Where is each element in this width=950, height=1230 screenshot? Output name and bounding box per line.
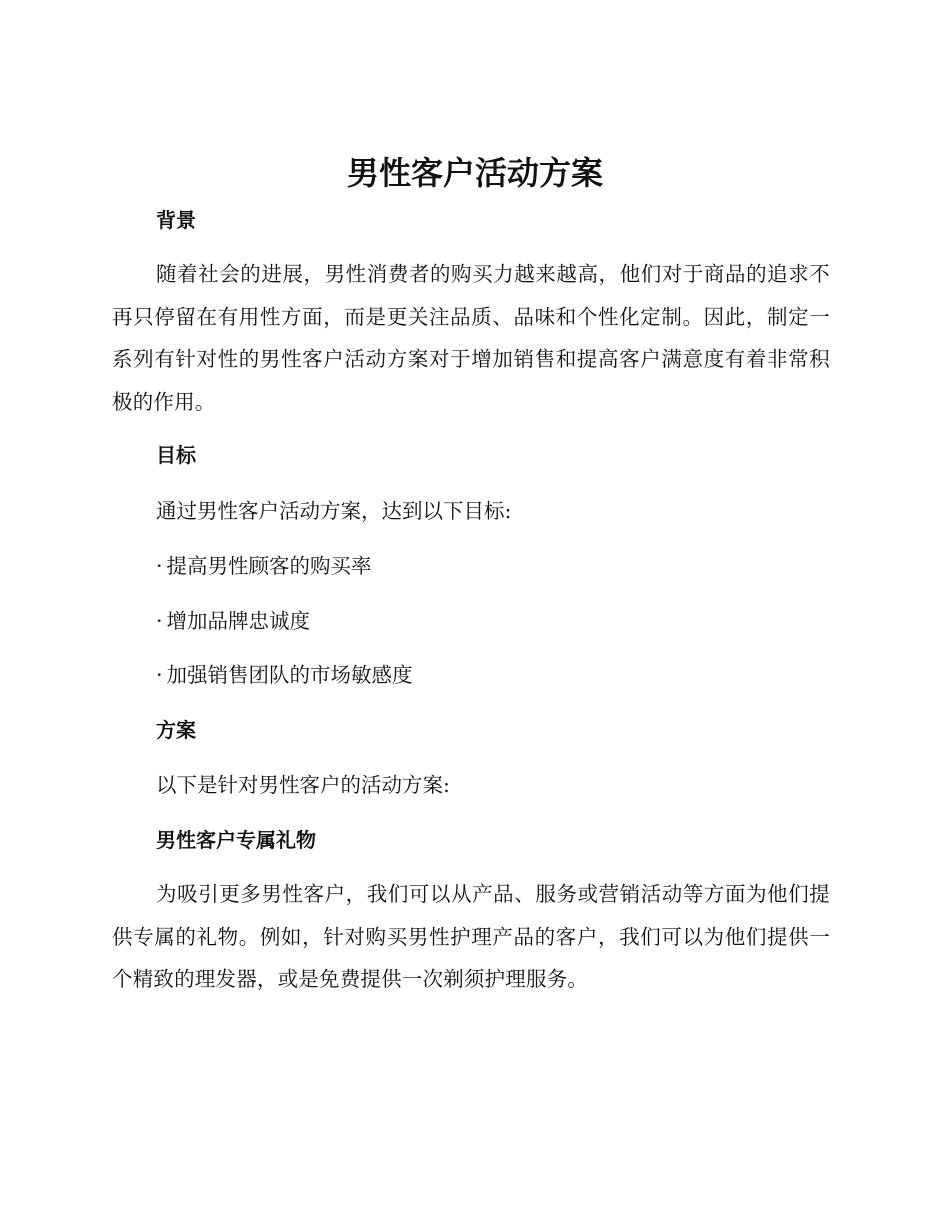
gift-paragraph: 为吸引更多男性客户，我们可以从产品、服务或营销活动等方面为他们提供专属的礼物。例如，针对购买男性护理产品的客户，我们可以为他们提供一个精致的理发器，或是免费提供一次剃须护理服务。 — [112, 882, 830, 991]
goal-item — [156, 661, 413, 689]
goal-item — [156, 552, 372, 580]
goals-intro: 通过男性客户活动方案，达到以下目标: — [156, 499, 512, 523]
bullet-symbol: · — [156, 663, 163, 687]
section-heading-goals: 目标 — [156, 443, 196, 467]
section-heading-gift: 男性客户专属礼物 — [156, 828, 316, 852]
goal-item-label: 加强销售团队的市场敏感度 — [166, 663, 413, 687]
section-heading-background: 背景 — [156, 208, 196, 232]
goal-item — [156, 607, 310, 635]
plan-intro: 以下是针对男性客户的活动方案: — [156, 773, 450, 797]
section-heading-plan: 方案 — [156, 718, 196, 742]
goal-item-label: 增加品牌忠诚度 — [166, 609, 311, 633]
bullet-symbol: · — [156, 609, 163, 633]
bullet-symbol: · — [156, 554, 163, 578]
goal-item-label: 提高男性顾客的购买率 — [166, 554, 372, 578]
background-paragraph: 随着社会的进展，男性消费者的购买力越来越高，他们对于商品的追求不再只停留在有用性方面，而是更关注品质、品味和个性化定制。因此，制定一系列有针对性的男性客户活动方案对于增加销售和提高客户满意度有着非常积极的作用。 — [112, 262, 830, 414]
document-title: 男性客户活动方案 — [346, 154, 603, 192]
